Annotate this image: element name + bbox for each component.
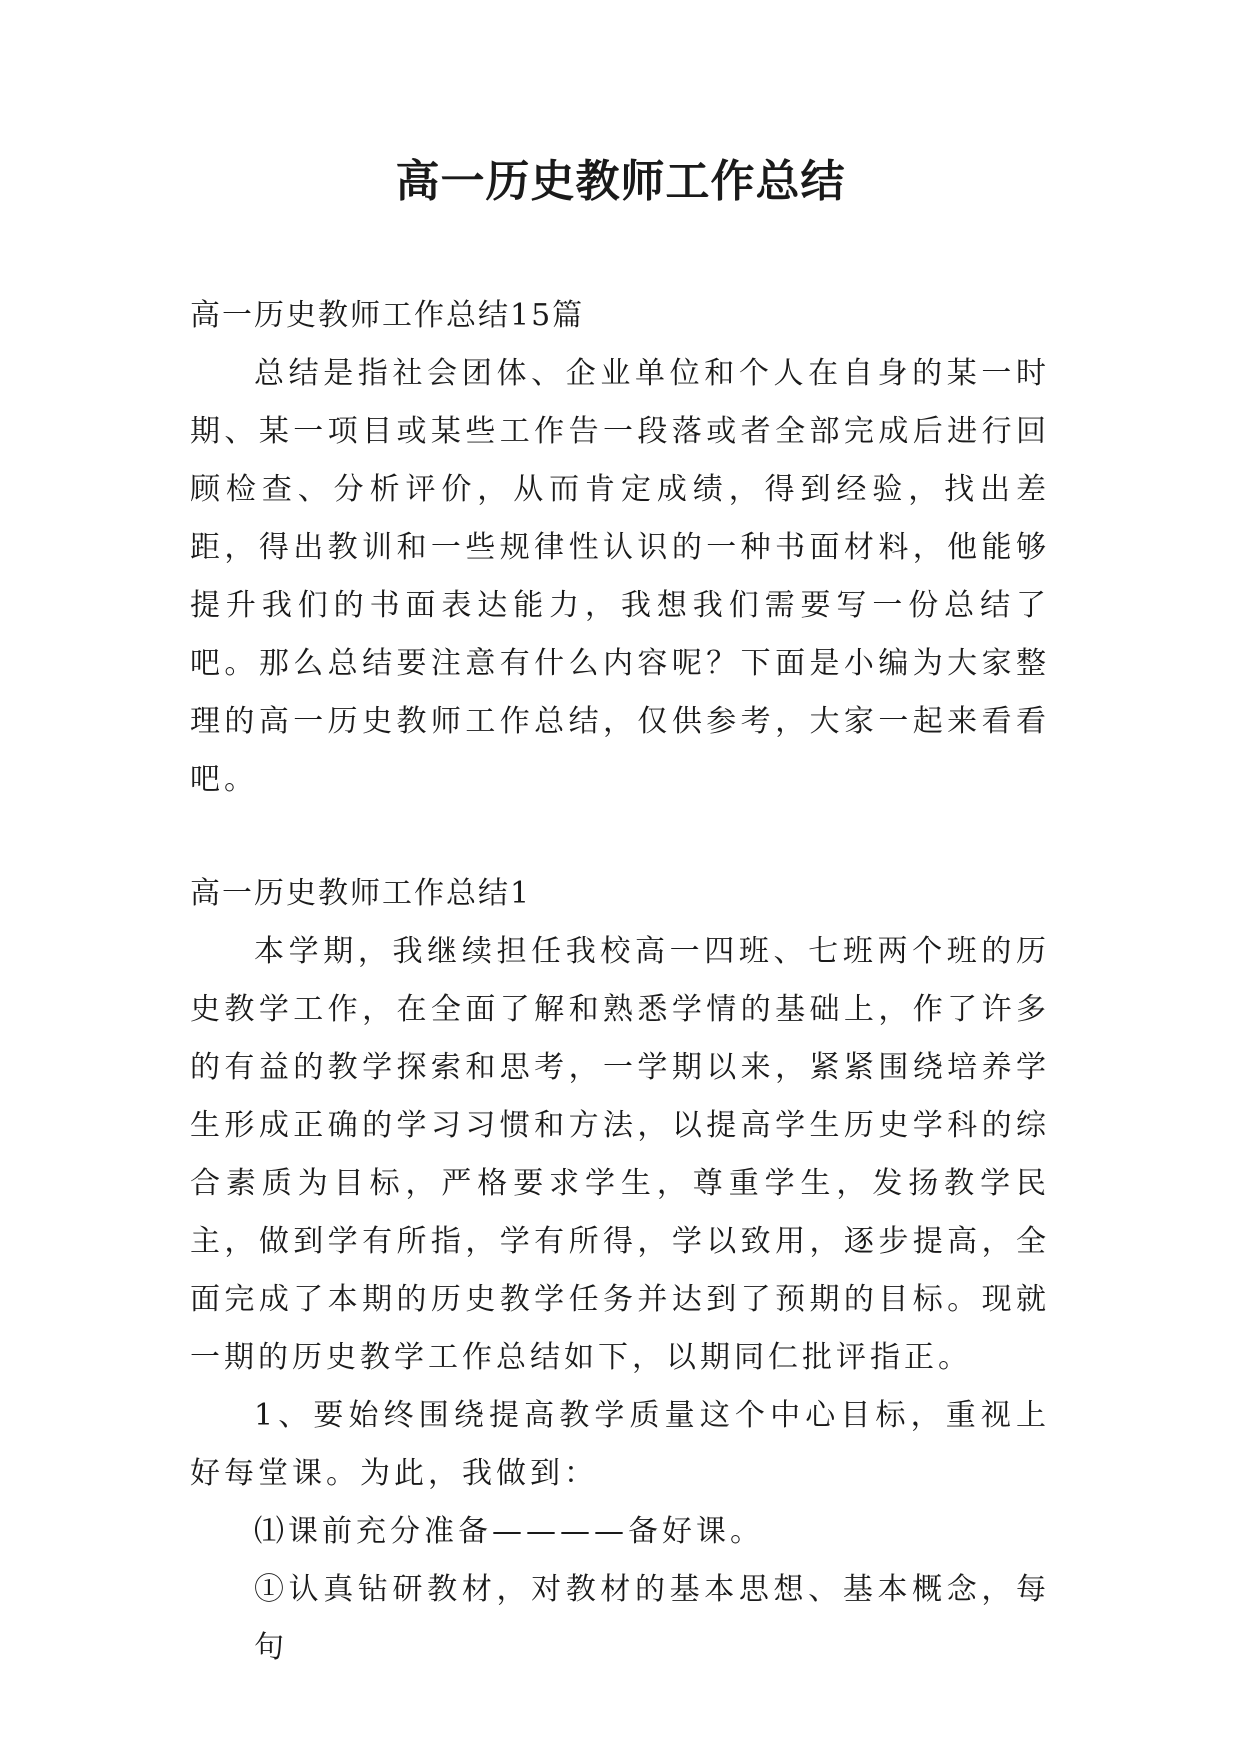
- sub-point: ⑴课前充分准备————备好课。: [254, 1514, 764, 1549]
- document-body: [190, 287, 1050, 1677]
- document-title: 高一历史教师工作总结: [395, 156, 846, 207]
- section-heading: 高一历史教师工作总结1: [190, 876, 532, 911]
- document-subtitle: 高一历史教师工作总结15篇: [190, 298, 585, 333]
- intro-paragraph: 总结是指社会团体、企业单位和个人在自身的某一时期、某一项目或某些工作告一段落或者全部完成后进行回顾检查、分析评价，从而肯定成绩，得到经验，找出差距，得出教训和一些规律性认识的一种书面材料，他能够提升我们的书面表达能力，我想我们需要写一份总结了吧。那么总结要注意有什么内容呢？下面是小编为大家整理的高一历史教师工作总结，仅供参考，大家一起来看看吧。: [190, 356, 1050, 797]
- section-spacer: [190, 809, 1050, 865]
- section-paragraph: 本学期，我继续担任我校高一四班、七班两个班的历史教学工作，在全面了解和熟悉学情的基础上，作了许多的有益的教学探索和思考，一学期以来，紧紧围绕培养学生形成正确的学习习惯和方法，以提高学生历史学科的综合素质为目标，严格要求学生，尊重学生，发扬教学民主，做到学有所指，学有所得，学以致用，逐步提高，全面完成了本期的历史教学任务并达到了预期的目标。现就一期的历史教学工作总结如下，以期同仁批评指正。: [190, 934, 1050, 1375]
- numbered-point: 1、要始终围绕提高教学质量这个中心目标，重视上好每堂课。为此，我做到：: [190, 1398, 1050, 1491]
- sub-point: ①认真钻研教材，对教材的基本思想、基本概念，每句: [254, 1572, 1050, 1665]
